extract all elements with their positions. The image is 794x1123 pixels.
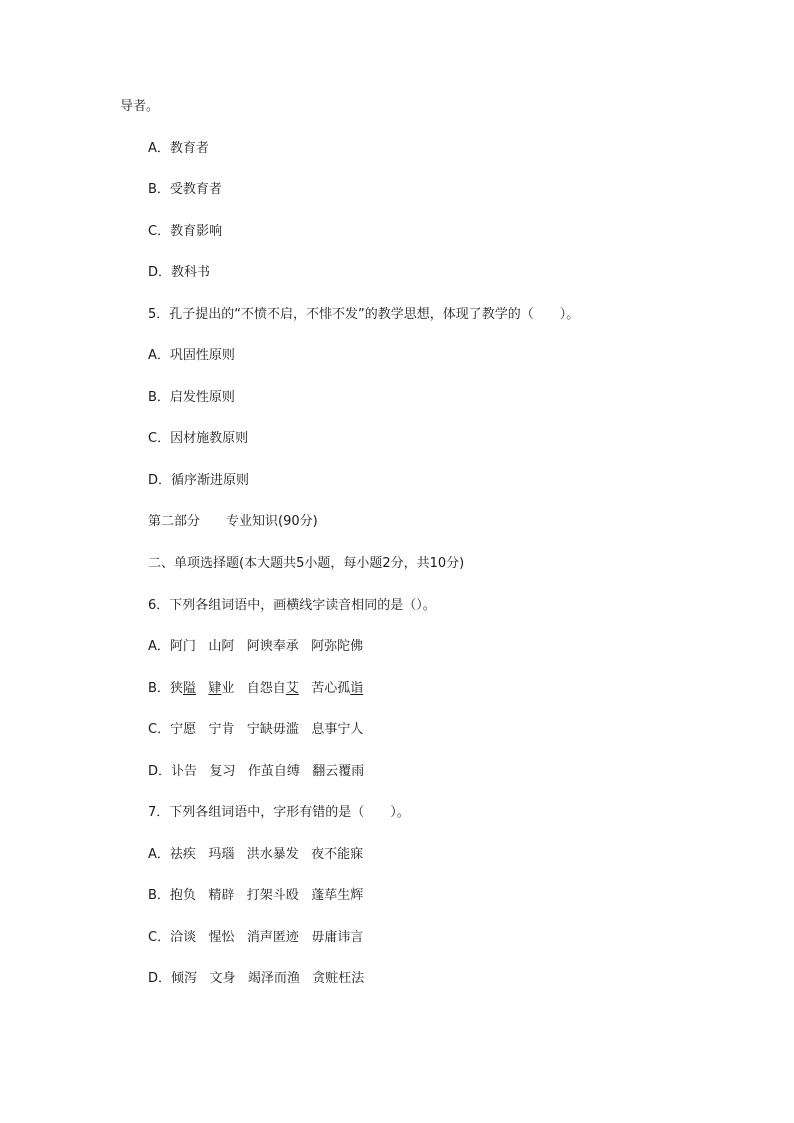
- word: 宁缺毋滥: [246, 722, 299, 737]
- option-label: C．: [148, 722, 171, 737]
- section-instructions: 二、单项选择题(本大题共5小题，每小题2分，共10分): [148, 556, 465, 571]
- q4-option-d: D．教科书: [148, 265, 211, 280]
- word: 贪赃枉法: [312, 971, 365, 986]
- q6-option-d: [148, 763, 364, 781]
- word: 祛疾: [169, 847, 196, 862]
- word: 毋庸讳言: [311, 930, 364, 945]
- option-label: B．: [148, 681, 170, 696]
- q4-option-b: B．受教育者: [148, 182, 222, 197]
- option-label: A．: [148, 847, 170, 862]
- word: 倾泻: [171, 971, 198, 986]
- word: 业: [221, 681, 235, 696]
- option-label: B．: [148, 888, 170, 903]
- q7-option-a: [148, 846, 363, 864]
- word: 蓬荜生辉: [311, 888, 364, 903]
- word: 洪水暴发: [246, 847, 299, 862]
- q4-option-a: A．教育者: [148, 141, 209, 156]
- underlined-char: 肄: [208, 681, 222, 696]
- word: 苦心孤: [311, 681, 351, 696]
- option-label: C．: [148, 930, 171, 945]
- q7-stem: 7．下列各组词语中，字形有错的是（ ）。: [148, 805, 410, 820]
- q5-option-d: D．循序渐进原则: [148, 473, 250, 488]
- q5-option-a: A．巩固性原则: [148, 348, 235, 363]
- q5-stem: 5．孔子提出的“不愤不启，不悱不发”的教学思想，体现了教学的（ ）。: [148, 307, 580, 322]
- word: 打架斗殴: [246, 888, 299, 903]
- word: 竭泽而渔: [247, 971, 300, 986]
- word: 阿门: [169, 639, 196, 654]
- word: 玛瑙: [208, 847, 235, 862]
- word: 复习: [209, 764, 236, 779]
- q5-option-c: C．因材施教原则: [148, 431, 249, 446]
- word: 狭: [169, 681, 183, 696]
- word: 惺忪: [208, 930, 235, 945]
- word: 宁愿: [170, 722, 197, 737]
- option-label: D．: [148, 971, 172, 986]
- word: 文身: [209, 971, 236, 986]
- word: 作茧自缚: [247, 764, 300, 779]
- q7-option-d: [148, 970, 364, 988]
- word: 山阿: [208, 639, 235, 654]
- underlined-char: 隘: [182, 681, 196, 696]
- q7-option-b: [148, 887, 363, 905]
- q6-option-b: [148, 680, 363, 698]
- q4-option-c: C．教育影响: [148, 224, 223, 239]
- q7-option-c: [148, 929, 363, 947]
- word: 夜不能寐: [311, 847, 364, 862]
- option-label: A．: [148, 639, 170, 654]
- word: 自怨自: [246, 681, 286, 696]
- word: 消声匿迹: [246, 930, 299, 945]
- q6-stem: 6．下列各组词语中，画横线字读音相同的是（）。: [148, 598, 436, 613]
- underlined-char: 艾: [285, 681, 299, 696]
- text-line-continuation: 导者。: [120, 99, 160, 114]
- word: 翻云覆雨: [312, 764, 365, 779]
- word: 息事宁人: [311, 722, 364, 737]
- word: 洽谈: [170, 930, 197, 945]
- q6-option-c: [148, 721, 363, 739]
- q6-option-a: [148, 638, 363, 656]
- word: 阿谀奉承: [246, 639, 299, 654]
- option-label: D．: [148, 764, 172, 779]
- section-heading: 第二部分 专业知识(90分): [148, 514, 318, 529]
- q5-option-b: B．启发性原则: [148, 390, 235, 405]
- word: 宁肯: [208, 722, 235, 737]
- word: 抱负: [169, 888, 196, 903]
- word: 阿弥陀佛: [311, 639, 364, 654]
- underlined-char: 诣: [350, 681, 364, 696]
- word: 讣告: [171, 764, 198, 779]
- word: 精辟: [208, 888, 235, 903]
